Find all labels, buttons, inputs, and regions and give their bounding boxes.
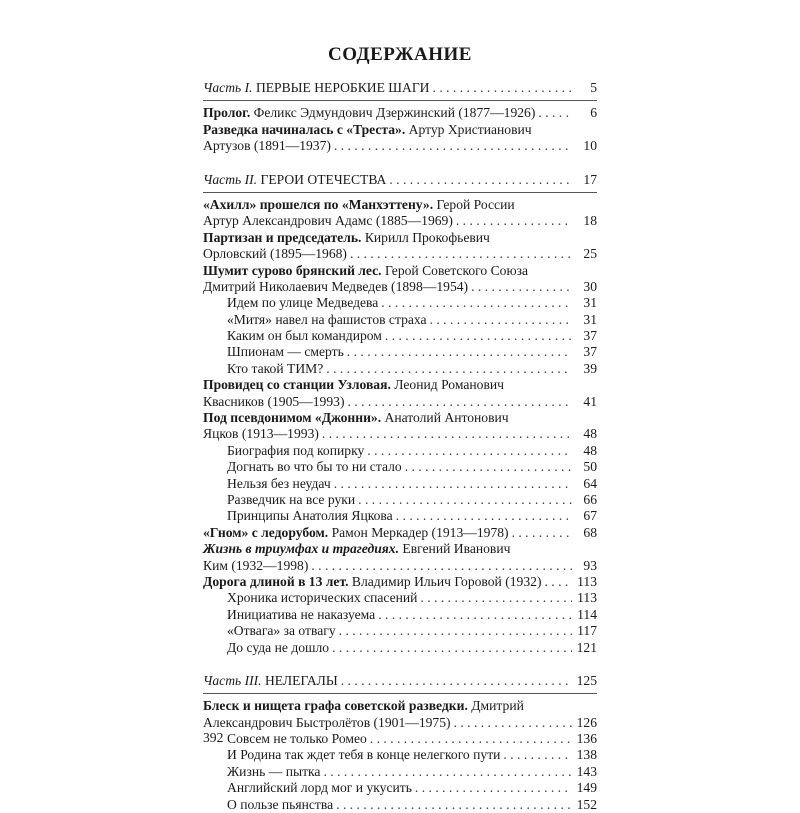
toc-subentry bbox=[203, 328, 597, 344]
subentry-text: «Отвага» за отвагу bbox=[227, 623, 336, 639]
dot-leader bbox=[503, 747, 572, 763]
dot-leader bbox=[367, 443, 572, 459]
toc-subentry bbox=[203, 459, 597, 475]
toc-entry-continued bbox=[203, 394, 597, 410]
entry-page: 41 bbox=[583, 393, 597, 409]
subentry-page: 66 bbox=[583, 491, 597, 507]
dot-leader bbox=[454, 715, 572, 731]
entry-bold-title: Пролог. bbox=[203, 105, 251, 121]
dot-leader bbox=[538, 105, 572, 121]
subentry-page: 117 bbox=[577, 623, 597, 639]
part-heading-text bbox=[203, 80, 430, 96]
toc-subentry bbox=[203, 476, 597, 492]
dot-leader bbox=[339, 623, 572, 639]
entry-bold-title: «Гном» с ледорубом. bbox=[203, 524, 329, 540]
entry-bold-title: Блеск и нищета графа советской разведки. bbox=[203, 698, 468, 714]
toc-subentry bbox=[203, 312, 597, 328]
subentry-page: 31 bbox=[583, 295, 597, 311]
subentry-text: Принципы Анатолия Яцкова bbox=[227, 508, 393, 524]
dot-leader bbox=[347, 394, 572, 410]
part-label: Часть III. bbox=[203, 672, 262, 688]
entry-text bbox=[203, 541, 510, 557]
toc-subentry bbox=[203, 590, 597, 606]
subentry-page: 152 bbox=[576, 796, 597, 812]
entry-author-continued: Артузов (1891—1937) bbox=[203, 138, 331, 154]
toc-entry bbox=[203, 230, 597, 246]
page-number: 392 bbox=[203, 730, 224, 745]
entry-author: Феликс Эдмундович Дзержинский (1877—1926) bbox=[253, 105, 536, 121]
entry-text bbox=[203, 410, 509, 426]
part-page: 125 bbox=[576, 672, 597, 688]
entry-text bbox=[203, 574, 541, 590]
entry-page: 48 bbox=[583, 426, 597, 442]
toc-entry bbox=[203, 377, 597, 393]
entry-author: Анатолий Антонович bbox=[384, 410, 509, 426]
subentry-text: Кто такой ТИМ? bbox=[227, 360, 324, 376]
dot-leader bbox=[430, 312, 572, 328]
subentry-text: Догнать во что бы то ни стало bbox=[227, 459, 402, 475]
entry-page: 126 bbox=[576, 714, 597, 730]
entry-author-continued: Яцков (1913—1993) bbox=[203, 426, 319, 442]
entry-page: 113 bbox=[577, 573, 597, 589]
toc-subentry bbox=[203, 623, 597, 639]
part-divider bbox=[203, 192, 597, 193]
toc-subentry bbox=[203, 747, 597, 763]
dot-leader bbox=[311, 558, 572, 574]
entry-bold-title: Партизан и председатель. bbox=[203, 229, 362, 245]
toc-entry bbox=[203, 574, 597, 590]
entry-page: 93 bbox=[583, 557, 597, 573]
toc-entry bbox=[203, 541, 597, 557]
subentry-text: Хроника исторических спасений bbox=[227, 590, 418, 606]
toc-subentry bbox=[203, 607, 597, 623]
entry-text bbox=[203, 105, 535, 121]
toc-entry-continued bbox=[203, 426, 597, 442]
subentry-page: 121 bbox=[576, 639, 597, 655]
entry-author: Кирилл Прокофьевич bbox=[364, 229, 490, 245]
entry-author: Владимир Ильич Горовой (1932) bbox=[351, 573, 542, 589]
dot-leader bbox=[332, 640, 572, 656]
toc-entry bbox=[203, 263, 597, 279]
toc-entry bbox=[203, 197, 597, 213]
toc-entry-continued bbox=[203, 279, 597, 295]
subentry-page: 149 bbox=[576, 780, 597, 796]
dot-leader bbox=[433, 80, 572, 96]
entry-text bbox=[203, 263, 528, 279]
dot-leader bbox=[415, 780, 572, 796]
entry-bold-title: Провидец со станции Узловая. bbox=[203, 377, 391, 393]
entry-page: 10 bbox=[583, 138, 597, 154]
subentry-page: 67 bbox=[583, 508, 597, 524]
entry-bold-title: Под псевдонимом «Джонни». bbox=[203, 410, 382, 426]
entry-text bbox=[203, 122, 532, 138]
subentry-text: О пользе пьянства bbox=[227, 796, 334, 812]
subentry-text: Английский лорд мог и укусить bbox=[227, 780, 412, 796]
toc-subentry bbox=[203, 492, 597, 508]
subentry-text: Разведчик на все руки bbox=[227, 491, 356, 507]
subentry-page: 136 bbox=[576, 731, 597, 747]
toc-subentry bbox=[203, 731, 597, 747]
part-label: Часть I. bbox=[203, 80, 253, 95]
toc-entry bbox=[203, 698, 597, 714]
toc-subentry bbox=[203, 797, 597, 813]
part-page: 5 bbox=[590, 80, 597, 95]
toc-entry-continued bbox=[203, 558, 597, 574]
dot-leader bbox=[471, 279, 572, 295]
dot-leader bbox=[512, 525, 572, 541]
toc-subentry bbox=[203, 508, 597, 524]
dot-leader bbox=[385, 328, 572, 344]
toc-subentry bbox=[203, 295, 597, 311]
toc-subentry bbox=[203, 764, 597, 780]
toc-entry-continued bbox=[203, 246, 597, 262]
dot-leader bbox=[420, 590, 572, 606]
subentry-text: Биография под копирку bbox=[227, 442, 365, 458]
dot-leader bbox=[456, 213, 572, 229]
subentry-text: «Митя» навел на фашистов страха bbox=[227, 311, 427, 327]
entry-author-continued: Дмитрий Николаевич Медведев (1898—1954) bbox=[203, 278, 469, 294]
toc-subentry bbox=[203, 344, 597, 360]
dot-leader bbox=[347, 344, 572, 360]
part-name: ГЕРОИ ОТЕЧЕСТВА bbox=[260, 171, 387, 187]
subentry-text: Совсем не только Ромео bbox=[227, 731, 367, 747]
dot-leader bbox=[358, 492, 572, 508]
subentry-page: 114 bbox=[577, 606, 597, 622]
subentry-text: Жизнь — пытка bbox=[227, 763, 321, 779]
subentry-text: И Родина так ждет тебя в конце нелегкого пути bbox=[227, 747, 501, 763]
subentry-text: Инициатива не наказуема bbox=[227, 606, 376, 622]
subentry-page: 113 bbox=[577, 590, 597, 606]
entry-author: Рамон Меркадер (1913—1978) bbox=[331, 524, 509, 540]
entry-text bbox=[203, 525, 509, 541]
toc-subentry bbox=[203, 361, 597, 377]
entry-bold-title: Разведка начиналась с «Треста». bbox=[203, 121, 406, 137]
dot-leader bbox=[322, 426, 572, 442]
toc-entry bbox=[203, 410, 597, 426]
part-heading bbox=[203, 172, 597, 188]
part-heading-text bbox=[203, 172, 386, 188]
entry-author-continued: Артур Александрович Адамс (1885—1969) bbox=[203, 213, 453, 229]
subentry-page: 143 bbox=[576, 763, 597, 779]
entry-page: 18 bbox=[583, 213, 597, 229]
subentry-text: Каким он был командиром bbox=[227, 328, 382, 344]
dot-leader bbox=[326, 361, 572, 377]
toc-subentry bbox=[203, 443, 597, 459]
subentry-text: Идем по улице Медведева bbox=[227, 295, 379, 311]
part-heading-text bbox=[203, 673, 338, 689]
entry-author-continued: Квасников (1905—1993) bbox=[203, 393, 345, 409]
toc-subentry bbox=[203, 780, 597, 796]
entry-bold-title: «Ахилл» прошелся по «Манхэттену». bbox=[203, 196, 434, 212]
part-name: ПЕРВЫЕ НЕРОБКИЕ ШАГИ bbox=[255, 80, 430, 95]
dot-leader bbox=[544, 574, 572, 590]
subentry-page: 31 bbox=[583, 311, 597, 327]
part-heading bbox=[203, 80, 597, 96]
toc-entry bbox=[203, 525, 597, 541]
subentry-page: 48 bbox=[583, 442, 597, 458]
subentry-page: 138 bbox=[576, 747, 597, 763]
entry-author: Евгений Иванович bbox=[402, 541, 511, 557]
part-heading bbox=[203, 673, 597, 689]
entry-text bbox=[203, 698, 524, 714]
entry-text bbox=[203, 197, 515, 213]
entry-page: 25 bbox=[583, 246, 597, 262]
entry-author-continued: Орловский (1895—1968) bbox=[203, 246, 347, 262]
toc-subentry bbox=[203, 640, 597, 656]
table-of-contents bbox=[203, 80, 597, 813]
dot-leader bbox=[370, 731, 572, 747]
entry-bold-title: Жизнь в триумфах и трагедиях. bbox=[203, 541, 399, 557]
toc-entry bbox=[203, 122, 597, 138]
subentry-text: Нельзя без неудач bbox=[227, 475, 331, 491]
toc-entry-continued bbox=[203, 213, 597, 229]
part-divider bbox=[203, 100, 597, 101]
subentry-page: 37 bbox=[583, 328, 597, 344]
dot-leader bbox=[341, 673, 572, 689]
section-gap bbox=[203, 656, 597, 673]
entry-text bbox=[203, 377, 504, 393]
dot-leader bbox=[334, 138, 572, 154]
part-name: НЕЛЕГАЛЫ bbox=[264, 672, 338, 688]
subentry-page: 39 bbox=[583, 360, 597, 376]
entry-author: Герой Советского Союза bbox=[384, 262, 529, 278]
part-page: 17 bbox=[583, 171, 597, 187]
dot-leader bbox=[378, 607, 572, 623]
dot-leader bbox=[405, 459, 572, 475]
entry-page: 6 bbox=[590, 105, 597, 121]
subentry-page: 64 bbox=[583, 475, 597, 491]
entry-page: 68 bbox=[583, 524, 597, 540]
entry-author: Дмитрий bbox=[471, 698, 524, 714]
dot-leader bbox=[389, 172, 572, 188]
entry-page: 30 bbox=[583, 278, 597, 294]
subentry-page: 50 bbox=[583, 459, 597, 475]
subentry-text: До суда не дошло bbox=[227, 639, 330, 655]
toc-entry bbox=[203, 105, 597, 121]
subentry-page: 37 bbox=[583, 344, 597, 360]
subentry-text: Шпионам — смерть bbox=[227, 344, 344, 360]
entry-bold-title: Шумит сурово брянский лес. bbox=[203, 262, 382, 278]
toc-entry-continued bbox=[203, 138, 597, 154]
entry-author-continued: Александрович Быстролётов (1901—1975) bbox=[203, 714, 451, 730]
dot-leader bbox=[323, 764, 572, 780]
part-divider bbox=[203, 693, 597, 694]
section-gap bbox=[203, 155, 597, 172]
dot-leader bbox=[381, 295, 572, 311]
part-label: Часть II. bbox=[203, 171, 258, 187]
entry-author: Леонид Романович bbox=[394, 377, 504, 393]
entry-author: Герой России bbox=[436, 196, 515, 212]
entry-author: Артур Христианович bbox=[408, 121, 532, 137]
entry-bold-title: Дорога длиной в 13 лет. bbox=[203, 573, 349, 589]
dot-leader bbox=[336, 797, 572, 813]
entry-text bbox=[203, 230, 490, 246]
dot-leader bbox=[396, 508, 572, 524]
toc-entry-continued bbox=[203, 715, 597, 731]
page-title: СОДЕРЖАНИЕ bbox=[328, 44, 472, 65]
entry-author-continued: Ким (1932—1998) bbox=[203, 557, 309, 573]
dot-leader bbox=[334, 476, 572, 492]
dot-leader bbox=[350, 246, 572, 262]
